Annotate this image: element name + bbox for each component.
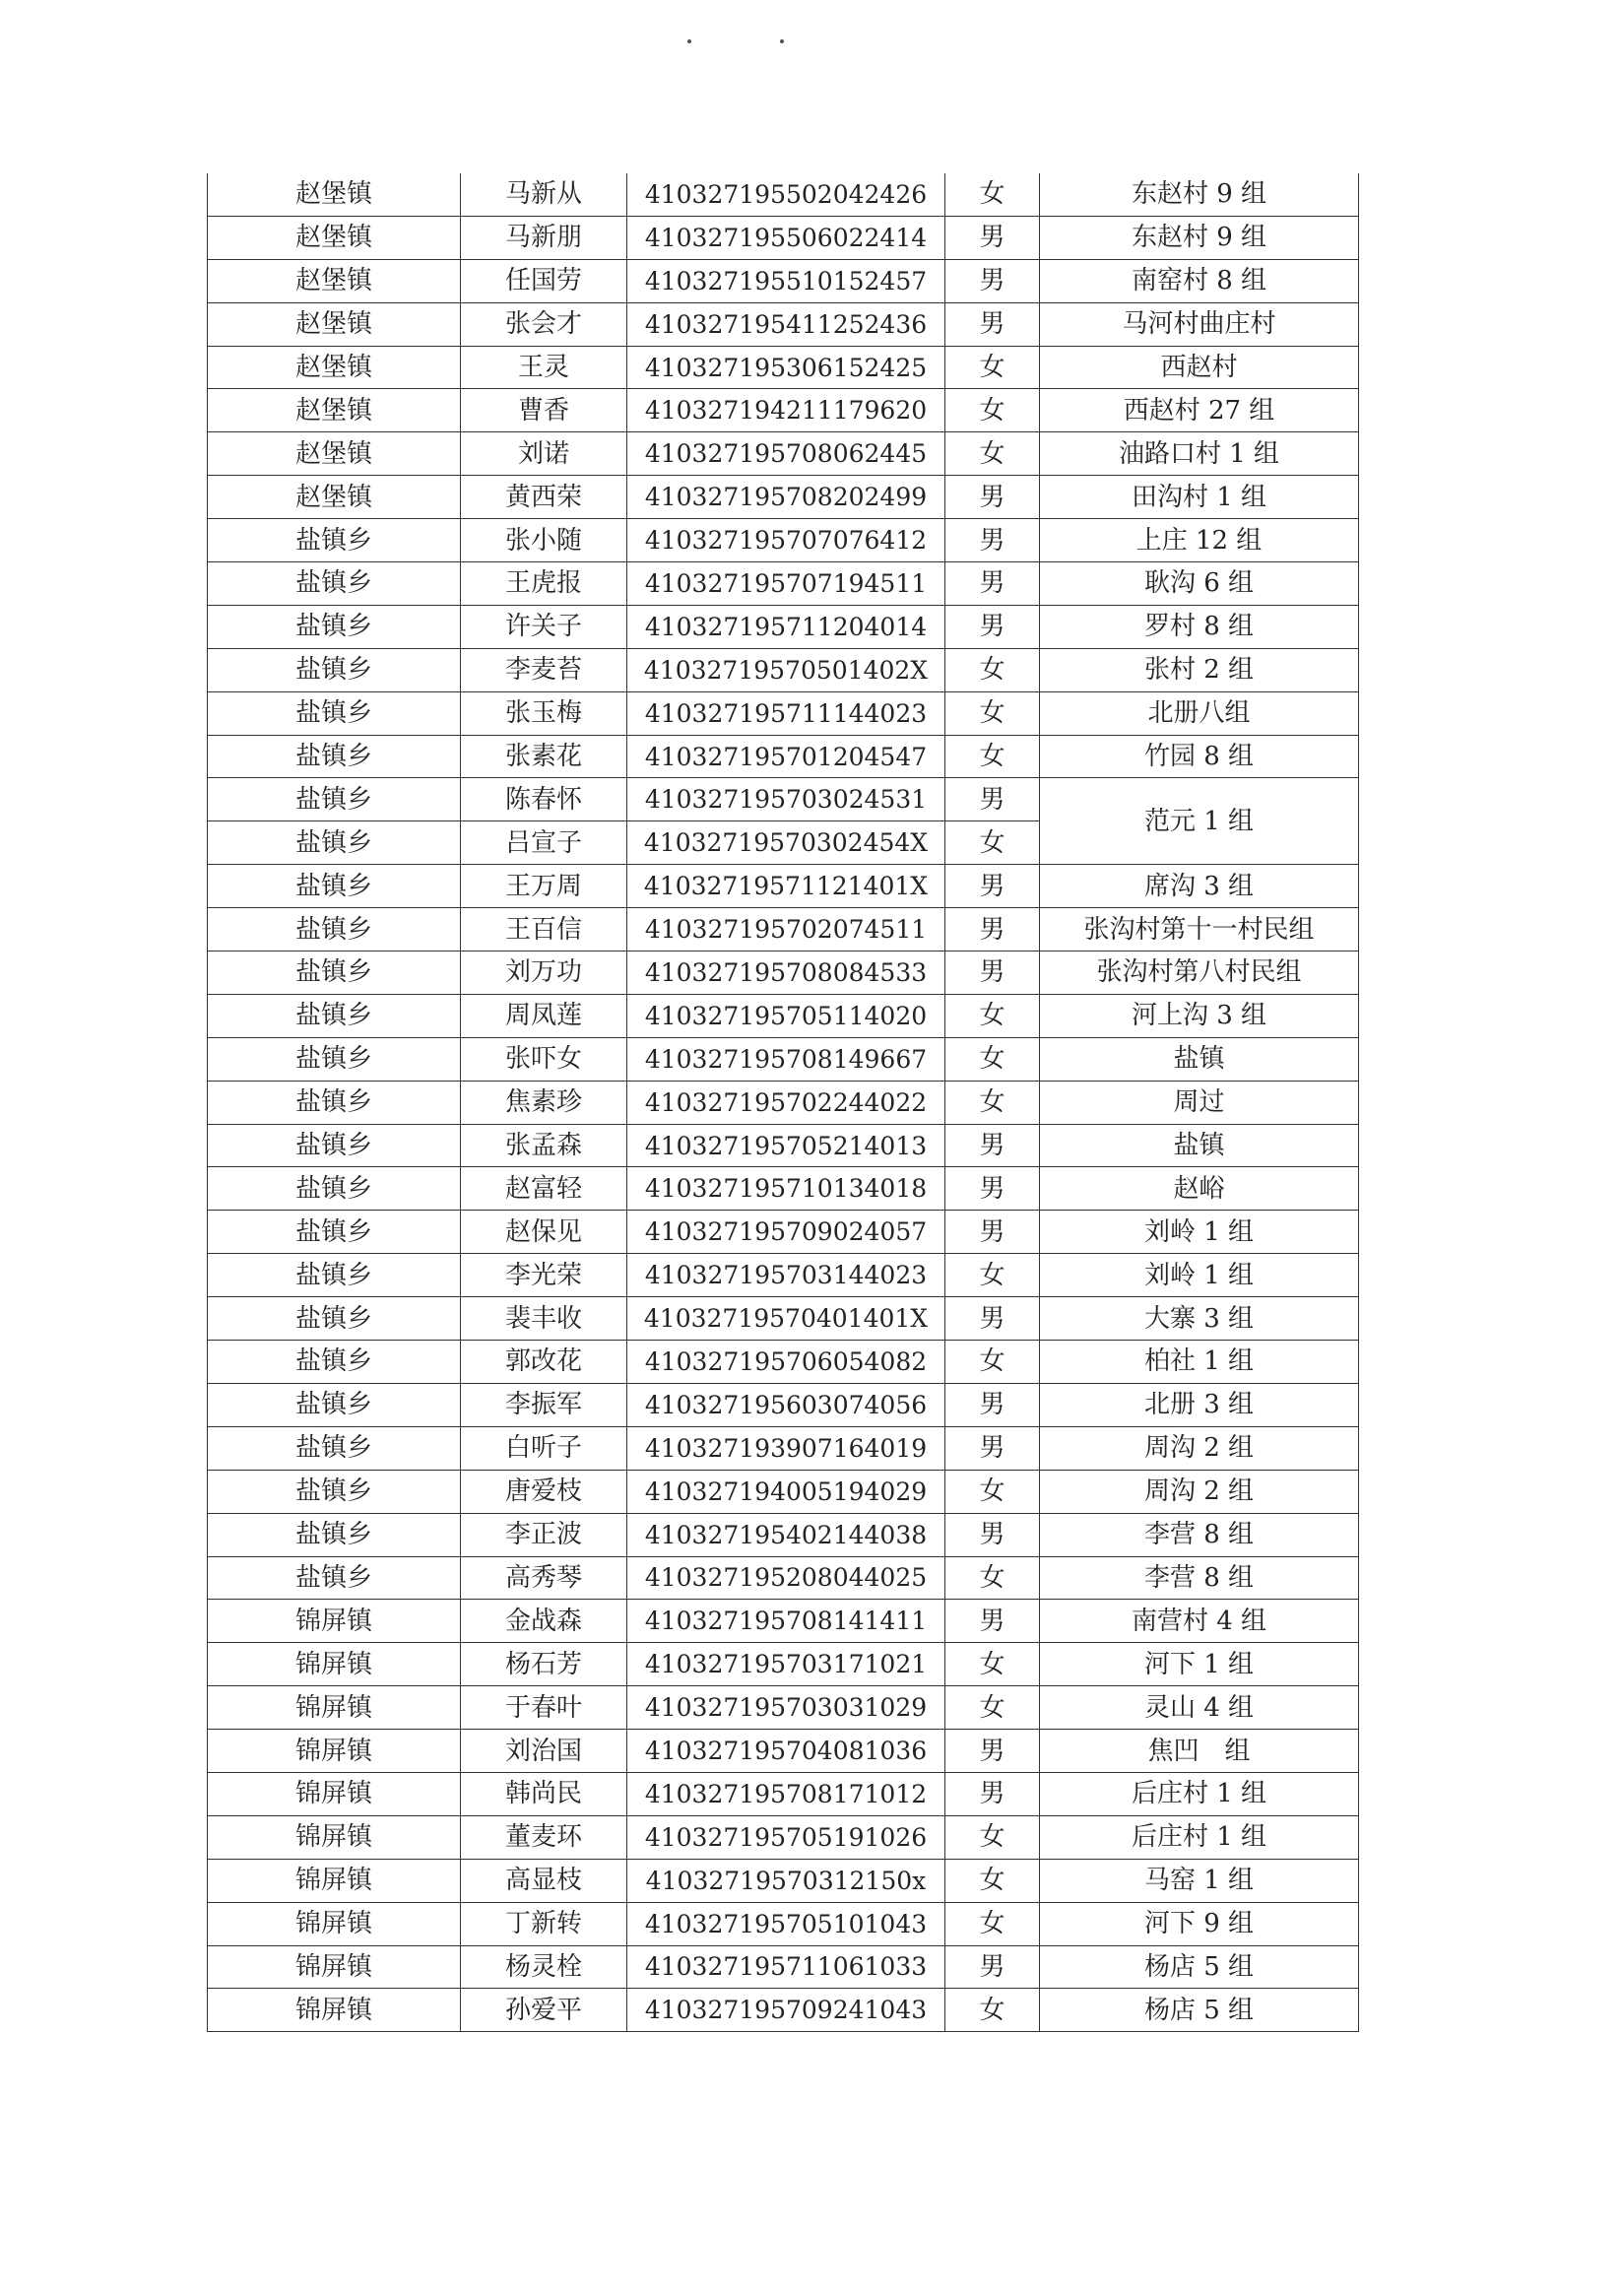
town-cell: 盐镇乡 <box>208 821 461 865</box>
name-cell: 裴丰收 <box>461 1297 627 1341</box>
address-cell: 赵峪 <box>1040 1167 1359 1211</box>
id-number-cell: 410327195702244022 <box>627 1081 945 1124</box>
address-cell: 河下 9 组 <box>1040 1902 1359 1945</box>
address-cell: 河上沟 3 组 <box>1040 994 1359 1037</box>
town-cell: 盐镇乡 <box>208 648 461 691</box>
name-cell: 周凤莲 <box>461 994 627 1037</box>
address-cell: 后庄村 1 组 <box>1040 1815 1359 1859</box>
sex-cell: 男 <box>945 1772 1040 1815</box>
sex-cell: 女 <box>945 346 1040 389</box>
address-cell: 周过 <box>1040 1081 1359 1124</box>
address-cell: 张沟村第八村民组 <box>1040 951 1359 995</box>
name-cell: 曹香 <box>461 389 627 432</box>
table-row <box>208 259 1359 302</box>
id-number-cell: 410327195705191026 <box>627 1815 945 1859</box>
table-row <box>208 1730 1359 1773</box>
address-cell: 西赵村 27 组 <box>1040 389 1359 432</box>
town-cell: 盐镇乡 <box>208 1081 461 1124</box>
id-number-cell: 410327195703031029 <box>627 1686 945 1730</box>
name-cell: 黄西荣 <box>461 476 627 519</box>
town-cell: 锦屏镇 <box>208 1902 461 1945</box>
id-number-cell: 410327195208044025 <box>627 1556 945 1600</box>
name-cell: 高显枝 <box>461 1859 627 1902</box>
sex-cell: 男 <box>945 605 1040 648</box>
table-row <box>208 519 1359 562</box>
name-cell: 王虎报 <box>461 562 627 606</box>
id-number-cell: 410327194211179620 <box>627 389 945 432</box>
name-cell: 白听子 <box>461 1426 627 1470</box>
address-cell: 后庄村 1 组 <box>1040 1772 1359 1815</box>
town-cell: 赵堡镇 <box>208 432 461 476</box>
name-cell: 李正波 <box>461 1513 627 1556</box>
address-cell: 李营 8 组 <box>1040 1513 1359 1556</box>
town-cell: 锦屏镇 <box>208 1643 461 1686</box>
town-cell: 赵堡镇 <box>208 302 461 346</box>
table-row <box>208 1297 1359 1341</box>
table-row <box>208 951 1359 995</box>
name-cell: 赵保见 <box>461 1211 627 1254</box>
name-cell: 郭改花 <box>461 1341 627 1384</box>
id-number-cell: 410327195703144023 <box>627 1254 945 1297</box>
town-cell: 锦屏镇 <box>208 1730 461 1773</box>
town-cell: 盐镇乡 <box>208 1556 461 1600</box>
id-number-cell: 410327194005194029 <box>627 1470 945 1513</box>
name-cell: 董麦环 <box>461 1815 627 1859</box>
table-row <box>208 1341 1359 1384</box>
sex-cell: 女 <box>945 1643 1040 1686</box>
id-number-cell: 410327195706054082 <box>627 1341 945 1384</box>
table-row <box>208 1383 1359 1426</box>
id-number-cell: 410327195705214013 <box>627 1124 945 1167</box>
sex-cell: 男 <box>945 562 1040 606</box>
town-cell: 盐镇乡 <box>208 865 461 908</box>
id-number-cell: 410327195707194511 <box>627 562 945 606</box>
id-number-cell: 410327195701204547 <box>627 735 945 778</box>
town-cell: 盐镇乡 <box>208 1341 461 1384</box>
address-cell: 盐镇 <box>1040 1124 1359 1167</box>
address-cell: 竹园 8 组 <box>1040 735 1359 778</box>
id-number-cell: 410327195708062445 <box>627 432 945 476</box>
address-cell: 马窑 1 组 <box>1040 1859 1359 1902</box>
town-cell: 锦屏镇 <box>208 1815 461 1859</box>
name-cell: 赵富轻 <box>461 1167 627 1211</box>
sex-cell: 男 <box>945 1426 1040 1470</box>
sex-cell: 男 <box>945 1730 1040 1773</box>
sex-cell: 男 <box>945 1211 1040 1254</box>
town-cell: 盐镇乡 <box>208 908 461 951</box>
id-number-cell: 410327195709241043 <box>627 1989 945 2032</box>
address-cell: 耿沟 6 组 <box>1040 562 1359 606</box>
table-row <box>208 908 1359 951</box>
town-cell: 锦屏镇 <box>208 1772 461 1815</box>
name-cell: 张孟森 <box>461 1124 627 1167</box>
table-row <box>208 173 1359 216</box>
town-cell: 赵堡镇 <box>208 259 461 302</box>
id-number-cell: 410327195710134018 <box>627 1167 945 1211</box>
town-cell: 盐镇乡 <box>208 1211 461 1254</box>
address-cell: 罗村 8 组 <box>1040 605 1359 648</box>
name-cell: 丁新转 <box>461 1902 627 1945</box>
address-cell: 周沟 2 组 <box>1040 1470 1359 1513</box>
sex-cell: 男 <box>945 1383 1040 1426</box>
sex-cell: 男 <box>945 216 1040 259</box>
id-number-cell: 410327195703171021 <box>627 1643 945 1686</box>
address-cell: 马河村曲庄村 <box>1040 302 1359 346</box>
id-number-cell: 410327195709024057 <box>627 1211 945 1254</box>
table-row <box>208 1081 1359 1124</box>
table-row <box>208 1902 1359 1945</box>
scan-dot <box>780 39 784 43</box>
name-cell: 陈春怀 <box>461 778 627 821</box>
name-cell: 唐爱枝 <box>461 1470 627 1513</box>
name-cell: 张玉梅 <box>461 691 627 735</box>
sex-cell: 女 <box>945 821 1040 865</box>
table-row <box>208 1513 1359 1556</box>
id-number-cell: 410327195708171012 <box>627 1772 945 1815</box>
table-row <box>208 1772 1359 1815</box>
town-cell: 盐镇乡 <box>208 735 461 778</box>
address-cell: 大寨 3 组 <box>1040 1297 1359 1341</box>
table-row <box>208 865 1359 908</box>
address-cell: 席沟 3 组 <box>1040 865 1359 908</box>
table-row <box>208 1859 1359 1902</box>
town-cell: 盐镇乡 <box>208 605 461 648</box>
town-cell: 盐镇乡 <box>208 1470 461 1513</box>
address-cell: 上庄 12 组 <box>1040 519 1359 562</box>
address-cell: 柏社 1 组 <box>1040 1341 1359 1384</box>
id-number-cell: 410327195703024531 <box>627 778 945 821</box>
id-number-cell: 410327193907164019 <box>627 1426 945 1470</box>
name-cell: 杨灵栓 <box>461 1945 627 1989</box>
address-cell: 北册八组 <box>1040 691 1359 735</box>
name-cell: 李振军 <box>461 1383 627 1426</box>
table-row <box>208 216 1359 259</box>
name-cell: 韩尚民 <box>461 1772 627 1815</box>
town-cell: 盐镇乡 <box>208 778 461 821</box>
id-number-cell: 410327195708202499 <box>627 476 945 519</box>
sex-cell: 女 <box>945 1989 1040 2032</box>
roster-table <box>207 173 1359 2032</box>
address-cell: 杨店 5 组 <box>1040 1945 1359 1989</box>
town-cell: 盐镇乡 <box>208 1426 461 1470</box>
sex-cell: 女 <box>945 1902 1040 1945</box>
name-cell: 张会才 <box>461 302 627 346</box>
name-cell: 高秀琴 <box>461 1556 627 1600</box>
id-number-cell: 410327195306152425 <box>627 346 945 389</box>
sex-cell: 男 <box>945 778 1040 821</box>
id-number-cell: 41032719570302454X <box>627 821 945 865</box>
name-cell: 金战森 <box>461 1600 627 1643</box>
sex-cell: 女 <box>945 691 1040 735</box>
town-cell: 锦屏镇 <box>208 1600 461 1643</box>
id-number-cell: 410327195708149667 <box>627 1037 945 1081</box>
name-cell: 孙爱平 <box>461 1989 627 2032</box>
table-row <box>208 562 1359 606</box>
town-cell: 盐镇乡 <box>208 994 461 1037</box>
sex-cell: 男 <box>945 259 1040 302</box>
id-number-cell: 410327195711204014 <box>627 605 945 648</box>
table-row <box>208 1989 1359 2032</box>
sex-cell: 男 <box>945 1513 1040 1556</box>
address-cell: 张沟村第十一村民组 <box>1040 908 1359 951</box>
address-cell: 田沟村 1 组 <box>1040 476 1359 519</box>
id-number-cell: 410327195708141411 <box>627 1600 945 1643</box>
town-cell: 盐镇乡 <box>208 1167 461 1211</box>
id-number-cell: 410327195402144038 <box>627 1513 945 1556</box>
name-cell: 焦素珍 <box>461 1081 627 1124</box>
sex-cell: 男 <box>945 1945 1040 1989</box>
town-cell: 锦屏镇 <box>208 1945 461 1989</box>
table-row <box>208 1167 1359 1211</box>
town-cell: 盐镇乡 <box>208 562 461 606</box>
id-number-cell: 410327195711144023 <box>627 691 945 735</box>
table-row <box>208 994 1359 1037</box>
sex-cell: 女 <box>945 1556 1040 1600</box>
address-cell: 灵山 4 组 <box>1040 1686 1359 1730</box>
address-cell: 刘岭 1 组 <box>1040 1254 1359 1297</box>
id-number-cell: 410327195707076412 <box>627 519 945 562</box>
table-row <box>208 1470 1359 1513</box>
sex-cell: 男 <box>945 908 1040 951</box>
id-number-cell: 410327195705101043 <box>627 1902 945 1945</box>
id-number-cell: 410327195711061033 <box>627 1945 945 1989</box>
address-cell: 油路口村 1 组 <box>1040 432 1359 476</box>
town-cell: 盐镇乡 <box>208 1513 461 1556</box>
table-row <box>208 605 1359 648</box>
sex-cell: 男 <box>945 1600 1040 1643</box>
sex-cell: 男 <box>945 302 1040 346</box>
address-cell: 南营村 4 组 <box>1040 1600 1359 1643</box>
town-cell: 盐镇乡 <box>208 1297 461 1341</box>
table-row <box>208 1686 1359 1730</box>
name-cell: 刘万功 <box>461 951 627 995</box>
address-cell: 李营 8 组 <box>1040 1556 1359 1600</box>
id-number-cell: 41032719571121401X <box>627 865 945 908</box>
table-row <box>208 432 1359 476</box>
sex-cell: 女 <box>945 173 1040 216</box>
name-cell: 刘治国 <box>461 1730 627 1773</box>
sex-cell: 女 <box>945 1859 1040 1902</box>
town-cell: 盐镇乡 <box>208 691 461 735</box>
address-cell: 周沟 2 组 <box>1040 1426 1359 1470</box>
town-cell: 锦屏镇 <box>208 1989 461 2032</box>
table-row <box>208 778 1359 821</box>
name-cell: 张吓女 <box>461 1037 627 1081</box>
town-cell: 赵堡镇 <box>208 389 461 432</box>
table-row <box>208 1556 1359 1600</box>
town-cell: 盐镇乡 <box>208 1254 461 1297</box>
sex-cell: 女 <box>945 994 1040 1037</box>
town-cell: 锦屏镇 <box>208 1859 461 1902</box>
table-row <box>208 389 1359 432</box>
table-row <box>208 1211 1359 1254</box>
sex-cell: 女 <box>945 1341 1040 1384</box>
town-cell: 赵堡镇 <box>208 173 461 216</box>
address-cell: 焦凹 组 <box>1040 1730 1359 1773</box>
name-cell: 刘诺 <box>461 432 627 476</box>
table-row <box>208 1254 1359 1297</box>
table-row <box>208 1037 1359 1081</box>
id-number-cell: 410327195705114020 <box>627 994 945 1037</box>
table-row <box>208 648 1359 691</box>
name-cell: 李光荣 <box>461 1254 627 1297</box>
address-cell: 张村 2 组 <box>1040 648 1359 691</box>
address-cell: 东赵村 9 组 <box>1040 173 1359 216</box>
sex-cell: 男 <box>945 1124 1040 1167</box>
table-row <box>208 735 1359 778</box>
address-cell: 杨店 5 组 <box>1040 1989 1359 2032</box>
table-row <box>208 1945 1359 1989</box>
roster-table-body <box>208 173 1359 2032</box>
town-cell: 盐镇乡 <box>208 1037 461 1081</box>
address-cell: 河下 1 组 <box>1040 1643 1359 1686</box>
id-number-cell: 410327195510152457 <box>627 259 945 302</box>
sex-cell: 男 <box>945 951 1040 995</box>
name-cell: 杨石芳 <box>461 1643 627 1686</box>
table-row <box>208 476 1359 519</box>
id-number-cell: 410327195708084533 <box>627 951 945 995</box>
name-cell: 张素花 <box>461 735 627 778</box>
address-cell: 北册 3 组 <box>1040 1383 1359 1426</box>
id-number-cell: 410327195702074511 <box>627 908 945 951</box>
id-number-cell: 410327195704081036 <box>627 1730 945 1773</box>
table-row <box>208 1815 1359 1859</box>
sex-cell: 男 <box>945 865 1040 908</box>
name-cell: 王百信 <box>461 908 627 951</box>
sex-cell: 女 <box>945 432 1040 476</box>
name-cell: 马新从 <box>461 173 627 216</box>
name-cell: 马新朋 <box>461 216 627 259</box>
id-number-cell: 41032719570501402X <box>627 648 945 691</box>
table-row <box>208 1124 1359 1167</box>
name-cell: 王万周 <box>461 865 627 908</box>
table-row <box>208 1426 1359 1470</box>
name-cell: 张小随 <box>461 519 627 562</box>
sex-cell: 女 <box>945 1037 1040 1081</box>
sex-cell: 女 <box>945 1686 1040 1730</box>
name-cell: 许关子 <box>461 605 627 648</box>
town-cell: 盐镇乡 <box>208 951 461 995</box>
name-cell: 李麦苔 <box>461 648 627 691</box>
id-number-cell: 410327195603074056 <box>627 1383 945 1426</box>
address-cell: 东赵村 9 组 <box>1040 216 1359 259</box>
table-row <box>208 1643 1359 1686</box>
town-cell: 赵堡镇 <box>208 476 461 519</box>
address-cell: 南窑村 8 组 <box>1040 259 1359 302</box>
table-row <box>208 346 1359 389</box>
scan-dot <box>687 39 691 43</box>
sex-cell: 女 <box>945 648 1040 691</box>
town-cell: 盐镇乡 <box>208 519 461 562</box>
id-number-cell: 41032719570401401X <box>627 1297 945 1341</box>
sex-cell: 女 <box>945 1081 1040 1124</box>
sex-cell: 女 <box>945 389 1040 432</box>
address-cell: 刘岭 1 组 <box>1040 1211 1359 1254</box>
name-cell: 王灵 <box>461 346 627 389</box>
town-cell: 盐镇乡 <box>208 1383 461 1426</box>
address-cell: 盐镇 <box>1040 1037 1359 1081</box>
sex-cell: 女 <box>945 1470 1040 1513</box>
name-cell: 任国劳 <box>461 259 627 302</box>
address-cell: 范元 1 组 <box>1040 778 1359 865</box>
scan-marks <box>0 39 1621 59</box>
sex-cell: 男 <box>945 519 1040 562</box>
town-cell: 锦屏镇 <box>208 1686 461 1730</box>
address-cell: 西赵村 <box>1040 346 1359 389</box>
table-row <box>208 302 1359 346</box>
table-row <box>208 1600 1359 1643</box>
id-number-cell: 410327195502042426 <box>627 173 945 216</box>
sex-cell: 男 <box>945 1297 1040 1341</box>
sex-cell: 女 <box>945 1254 1040 1297</box>
id-number-cell: 410327195411252436 <box>627 302 945 346</box>
town-cell: 赵堡镇 <box>208 216 461 259</box>
sex-cell: 男 <box>945 476 1040 519</box>
name-cell: 于春叶 <box>461 1686 627 1730</box>
town-cell: 盐镇乡 <box>208 1124 461 1167</box>
id-number-cell: 41032719570312150x <box>627 1859 945 1902</box>
name-cell: 吕宣子 <box>461 821 627 865</box>
town-cell: 赵堡镇 <box>208 346 461 389</box>
table-row <box>208 691 1359 735</box>
sex-cell: 男 <box>945 1167 1040 1211</box>
sex-cell: 女 <box>945 735 1040 778</box>
id-number-cell: 410327195506022414 <box>627 216 945 259</box>
sex-cell: 女 <box>945 1815 1040 1859</box>
